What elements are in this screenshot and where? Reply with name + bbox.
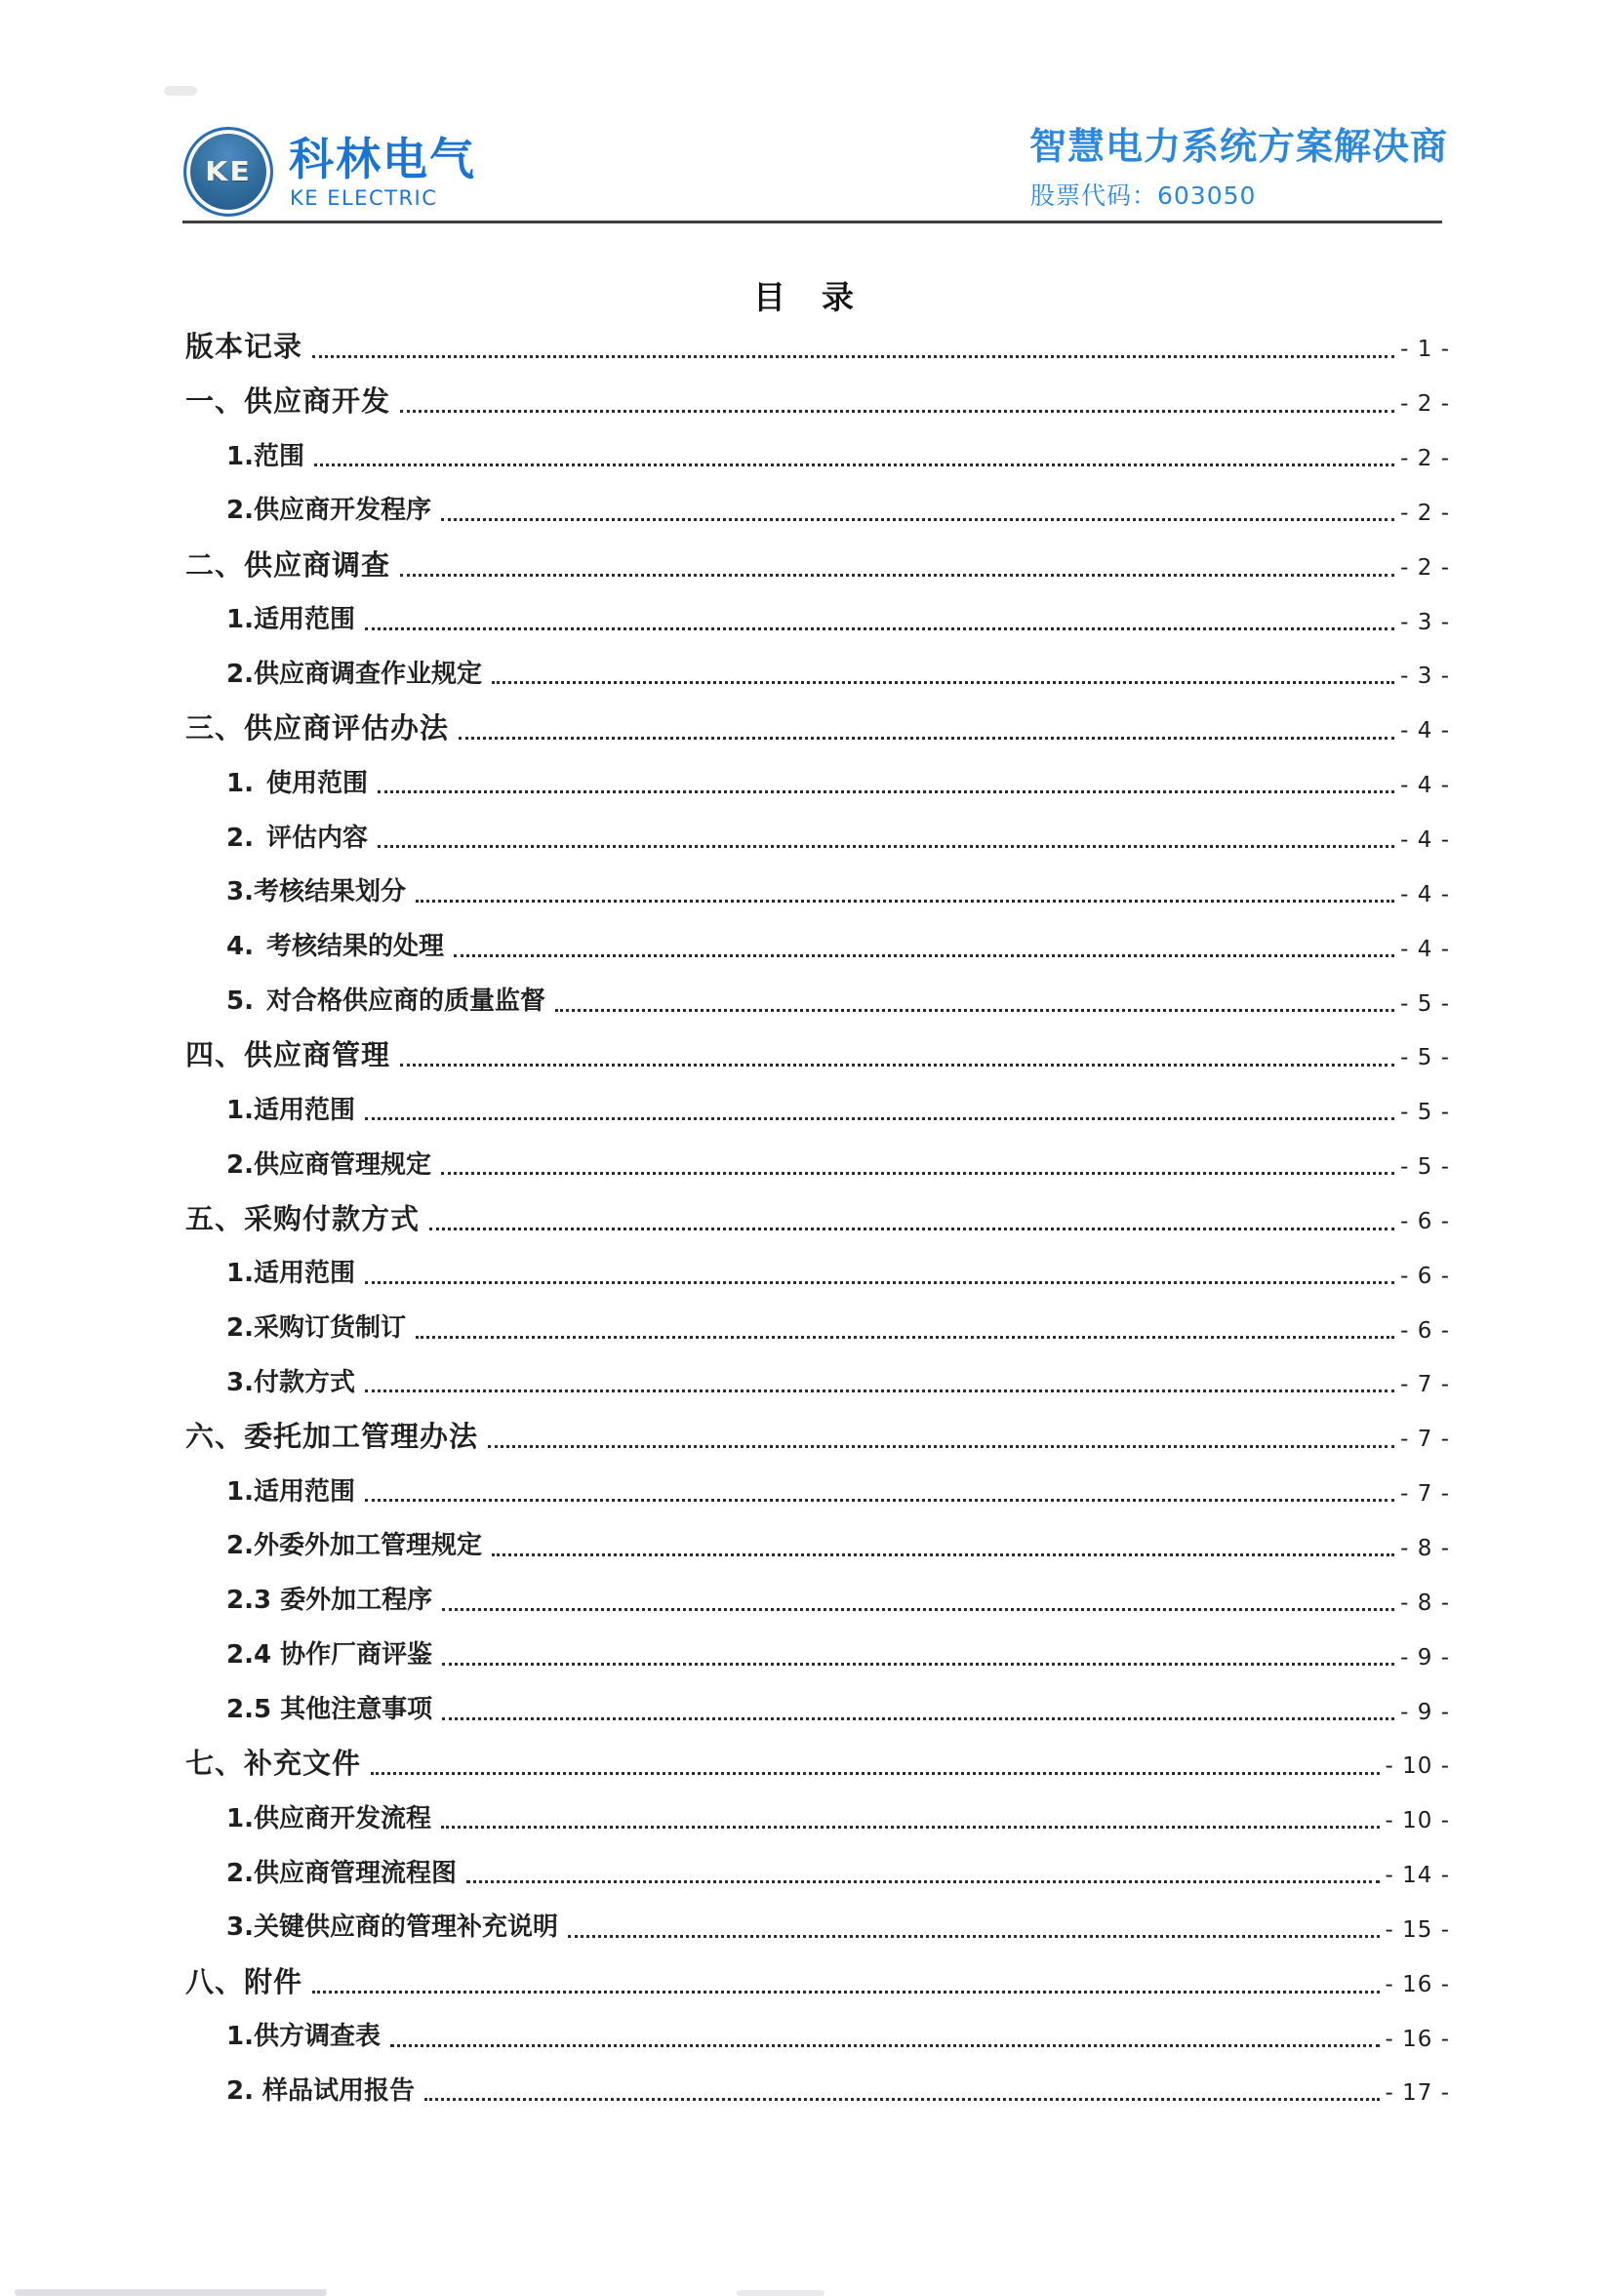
toc-page-number: - 2 -	[1400, 446, 1450, 472]
toc-entry-label: 七、补充文件	[185, 1747, 362, 1781]
scan-artifact	[15, 2289, 327, 2296]
toc-entry-label: 1.范围	[226, 441, 304, 471]
toc-leader-dots	[442, 1608, 1394, 1611]
toc-leader-dots	[492, 681, 1394, 684]
toc-entry	[185, 538, 1450, 592]
toc-entry-label: 2.供应商调查作业规定	[226, 659, 482, 689]
toc-page-number: - 4 -	[1400, 773, 1450, 799]
toc-entry	[185, 592, 1450, 647]
toc-entry-label: 1.供应商开发流程	[226, 1803, 431, 1833]
toc-entry-label: 五、采购付款方式	[185, 1201, 421, 1235]
toc-entry	[185, 1954, 1450, 2009]
toc-entry-label: 四、供应商管理	[185, 1038, 391, 1072]
toc-page-number: - 10 -	[1385, 1808, 1450, 1834]
toc-entry	[185, 1792, 1450, 1846]
toc-entry	[185, 2009, 1450, 2064]
toc-entry-label: 1.适用范围	[226, 1095, 355, 1125]
toc-leader-dots	[365, 1499, 1394, 1502]
toc-entry-label: 2.3 委外加工程序	[226, 1586, 433, 1616]
toc-leader-dots	[400, 410, 1394, 413]
toc-page-number: - 5 -	[1400, 1154, 1450, 1181]
toc-page-number: - 2 -	[1400, 391, 1450, 418]
toc-leader-dots	[312, 1991, 1379, 1994]
toc-page-number: - 17 -	[1385, 2080, 1450, 2107]
toc-page-number: - 1 -	[1400, 337, 1450, 363]
toc-entry-label: 一、供应商开发	[185, 384, 391, 419]
toc-entry-label: 版本记录	[185, 330, 303, 364]
toc-entry	[185, 1519, 1450, 1574]
stock-code: 股票代码：603050	[1030, 181, 1257, 210]
toc-entry	[185, 1410, 1450, 1465]
toc-page-number: - 5 -	[1400, 1100, 1450, 1126]
toc-leader-dots	[441, 518, 1394, 521]
toc-entry-label: 2.供应商开发程序	[226, 496, 431, 526]
brand-name-cn: 科林电气	[289, 133, 476, 185]
toc-entry-label: 3.关键供应商的管理补充说明	[226, 1913, 558, 1943]
toc-page-number: - 8 -	[1400, 1590, 1450, 1616]
toc-page-number: - 7 -	[1400, 1481, 1450, 1508]
toc-page-number: - 6 -	[1400, 1208, 1450, 1234]
toc-list	[185, 320, 1450, 2118]
toc-page-number: - 4 -	[1400, 936, 1450, 962]
toc-entry-label: 二、供应商调查	[185, 547, 391, 582]
toc-entry	[185, 1900, 1450, 1954]
toc-entry-label: 2.4 协作厂商评鉴	[226, 1640, 433, 1671]
toc-leader-dots	[400, 1064, 1394, 1067]
toc-entry	[185, 1573, 1450, 1628]
toc-leader-dots	[365, 1390, 1394, 1392]
toc-page-number: - 6 -	[1400, 1263, 1450, 1289]
toc-page-number: - 4 -	[1400, 881, 1450, 907]
toc-leader-dots	[312, 355, 1394, 358]
toc-leader-dots	[390, 2044, 1380, 2047]
toc-leader-dots	[400, 574, 1394, 577]
toc-page-number: - 8 -	[1400, 1535, 1450, 1561]
toc-leader-dots	[441, 1826, 1380, 1829]
header-divider	[182, 221, 1442, 223]
toc-entry	[185, 1628, 1450, 1682]
toc-page-number: - 2 -	[1400, 554, 1450, 581]
toc-entry-label: 2. 评估内容	[226, 823, 368, 853]
toc-entry-label: 1. 使用范围	[226, 768, 368, 798]
toc-page-number: - 6 -	[1400, 1317, 1450, 1344]
toc-page-number: - 4 -	[1400, 827, 1450, 854]
scan-artifact	[164, 86, 197, 96]
toc-entry-label: 八、附件	[185, 1964, 303, 1998]
toc-entry	[185, 974, 1450, 1028]
toc-leader-dots	[441, 1172, 1394, 1175]
toc-entry	[185, 865, 1450, 919]
toc-entry-label: 1.适用范围	[226, 1476, 355, 1507]
toc-entry-label: 2.采购订货制订	[226, 1313, 406, 1344]
toc-entry-label: 4. 考核结果的处理	[226, 932, 444, 962]
toc-page-number: - 16 -	[1385, 2026, 1450, 2052]
toc-entry	[185, 756, 1450, 811]
toc-entry	[185, 1737, 1450, 1792]
toc-entry	[185, 1846, 1450, 1901]
toc-entry	[185, 484, 1450, 539]
toc-entry-label: 5. 对合格供应商的质量监督	[226, 987, 545, 1017]
toc-entry-label: 3.付款方式	[226, 1367, 355, 1397]
toc-leader-dots	[365, 627, 1394, 630]
toc-entry	[185, 1682, 1450, 1737]
toc-leader-dots	[365, 1281, 1394, 1284]
toc-entry	[185, 647, 1450, 702]
toc-entry	[185, 375, 1450, 429]
toc-leader-dots	[488, 1445, 1394, 1448]
toc-leader-dots	[416, 900, 1394, 903]
toc-page-number: - 7 -	[1400, 1427, 1450, 1453]
toc-entry	[185, 1138, 1450, 1192]
toc-entry	[185, 919, 1450, 974]
toc-leader-dots	[365, 1117, 1394, 1120]
toc-title: 目 录	[753, 278, 856, 316]
toc-page-number: - 4 -	[1400, 718, 1450, 745]
toc-entry-label: 三、供应商评估办法	[185, 711, 450, 745]
toc-page-number: - 5 -	[1400, 1045, 1450, 1071]
toc-entry	[185, 1246, 1450, 1301]
toc-entry	[185, 1355, 1450, 1410]
toc-leader-dots	[378, 845, 1394, 848]
toc-leader-dots	[568, 1935, 1380, 1938]
toc-page-number: - 9 -	[1400, 1699, 1450, 1725]
toc-leader-dots	[466, 1880, 1380, 1883]
toc-leader-dots	[442, 1663, 1394, 1666]
brand-name-en: KE ELECTRIC	[290, 186, 438, 210]
ke-logo-badge-text: KE	[205, 155, 252, 188]
toc-leader-dots	[492, 1553, 1394, 1556]
toc-page-number: - 7 -	[1400, 1372, 1450, 1398]
toc-entry-label: 2.供应商管理流程图	[226, 1858, 457, 1888]
toc-leader-dots	[371, 1772, 1379, 1775]
toc-entry	[185, 1083, 1450, 1138]
toc-page-number: - 15 -	[1385, 1916, 1450, 1943]
company-slogan: 智慧电力系统方案解决商	[1029, 125, 1449, 168]
toc-entry	[185, 811, 1450, 866]
toc-entry-label: 1.适用范围	[226, 605, 355, 635]
toc-leader-dots	[314, 463, 1394, 466]
toc-entry	[185, 2064, 1450, 2118]
toc-page-number: - 9 -	[1400, 1644, 1450, 1671]
toc-entry-label: 2.5 其他注意事项	[226, 1695, 433, 1725]
toc-page-number: - 5 -	[1400, 990, 1450, 1017]
toc-leader-dots	[555, 1009, 1394, 1012]
toc-entry-label: 3.考核结果划分	[226, 877, 406, 907]
toc-leader-dots	[424, 2098, 1379, 2101]
toc-entry	[185, 429, 1450, 484]
toc-entry-label: 2.供应商管理规定	[226, 1149, 431, 1180]
toc-entry	[185, 320, 1450, 375]
toc-entry-label: 2.外委外加工管理规定	[226, 1531, 482, 1561]
toc-entry	[185, 1465, 1450, 1519]
toc-entry-label: 2. 样品试用报告	[226, 2075, 416, 2106]
toc-leader-dots	[454, 954, 1394, 957]
toc-entry	[185, 1192, 1450, 1247]
ke-logo-icon	[183, 127, 273, 217]
toc-entry-label: 1.适用范围	[226, 1259, 355, 1289]
toc-entry	[185, 1028, 1450, 1083]
toc-entry	[185, 702, 1450, 756]
toc-leader-dots	[442, 1717, 1394, 1720]
toc-leader-dots	[378, 790, 1394, 793]
toc-leader-dots	[416, 1336, 1394, 1339]
toc-entry	[185, 1301, 1450, 1355]
toc-page-number: - 10 -	[1385, 1753, 1450, 1780]
toc-leader-dots	[459, 737, 1394, 740]
toc-page-number: - 14 -	[1385, 1863, 1450, 1889]
toc-entry-label: 六、委托加工管理办法	[185, 1420, 479, 1454]
toc-entry-label: 1.供方调查表	[226, 2022, 381, 2052]
toc-page-number: - 3 -	[1400, 609, 1450, 635]
toc-page-number: - 16 -	[1385, 1971, 1450, 1997]
toc-page-number: - 3 -	[1400, 664, 1450, 690]
toc-page-number: - 2 -	[1400, 500, 1450, 526]
toc-leader-dots	[429, 1228, 1394, 1230]
scan-artifact	[737, 2290, 825, 2296]
